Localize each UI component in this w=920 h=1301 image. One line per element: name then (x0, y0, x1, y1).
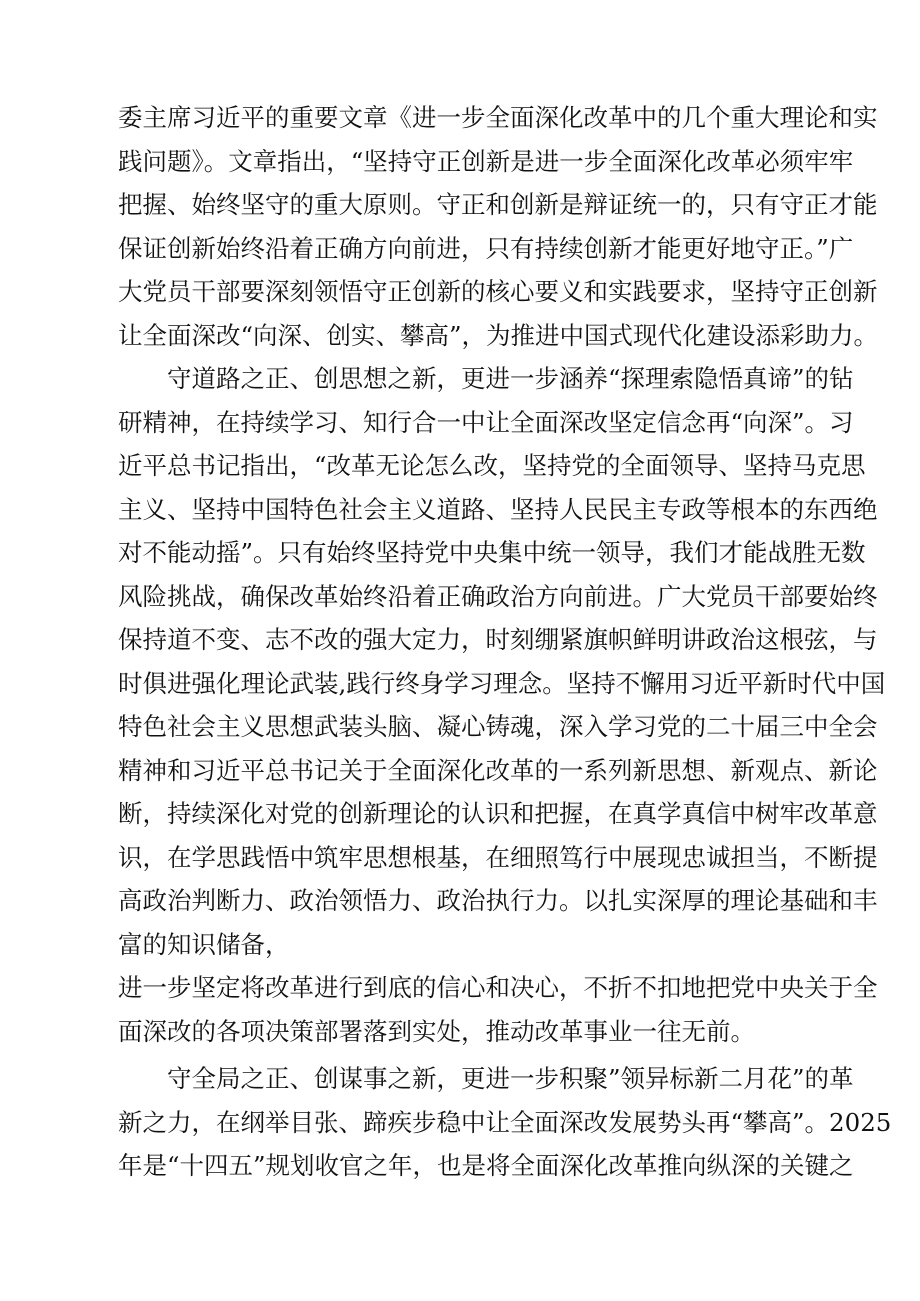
text-line: 新之力，在纲举目张、蹄疾步稳中让全面深改发展势头再“攀高”。2025 (118, 1107, 892, 1137)
text-line: 守道路之正、创思想之新，更进一步涵养“探理索隐悟真谛”的钻 (118, 364, 854, 393)
text-line: 守全局之正、创谋事之新，更进一步积聚”领异标新二月花”的革 (118, 1064, 854, 1093)
text-line: 识，在学思践悟中筑牢思想根基，在细照笃行中展现忠诚担当，不断提 (118, 842, 878, 872)
text-line: 保证创新始终沿着正确方向前进，只有持续创新才能更好地守正。”广 (118, 233, 854, 263)
text-line: 让全面深改“向深、创实、攀高”，为推进中国式现代化建设添彩助力。 (118, 320, 879, 350)
paragraph-overall (118, 1057, 892, 1188)
text-line: 主义、坚持中国特色社会主义道路、坚持人民民主专政等根本的东西绝 (118, 494, 878, 524)
text-line: 风险挑战，确保改革始终沿着正确政治方向前进。广大党员干部要始终 (118, 581, 878, 611)
text-line: 精神和习近平总书记关于全面深化改革的一系列新思想、新观点、新论 (118, 755, 878, 785)
paragraph-intro (118, 96, 879, 357)
paragraph-path (118, 357, 886, 1053)
text-line: 断，持续深化对党的创新理论的认识和把握，在真学真信中树牢改革意 (118, 799, 878, 828)
text-line: 时俱进强化理论武装,践行终身学习理念。坚持不懈用习近平新时代中国 (118, 668, 886, 698)
text-line: 特色社会主义思想武装头脑、凝心铸魂，深入学习党的二十届三中全会 (118, 712, 878, 741)
text-line: 年是“十四五”规划收官之年，也是将全面深化改革推向纵深的关键之 (118, 1151, 854, 1180)
text-line: 高政治判断力、政治领悟力、政治执行力。以扎实深厚的理论基础和丰 (118, 886, 878, 915)
text-line: 委主席习近平的重要文章《进一步全面深化改革中的几个重大理论和实 (118, 103, 878, 132)
text-line: 对不能动摇”。只有始终坚持党中央集中统一领导，我们才能战胜无数 (118, 538, 866, 567)
text-line: 面深改的各项决策部署落到实处，推动改革事业一往无前。 (118, 1016, 755, 1046)
text-line: 把握、始终坚守的重大原则。守正和创新是辩证统一的，只有守正才能 (118, 190, 878, 219)
text-line: 近平总书记指出，“改革无论怎么改，坚持党的全面领导、坚持马克思 (118, 451, 866, 480)
article-body (118, 96, 892, 1188)
text-line: 富的知识储备， (118, 929, 290, 959)
text-line: 保持道不变、志不改的强大定力，时刻绷紧旗帜鲜明讲政治这根弦，与 (118, 625, 878, 654)
text-line: 进一步坚定将改革进行到底的信心和决心，不折不扣地把党中央关于全 (118, 973, 878, 1002)
text-line: 践问题》。文章指出，“坚持守正创新是进一步全面深化改革必须牢牢 (118, 146, 854, 176)
text-line: 研精神，在持续学习、知行合一中让全面深改坚定信念再“向深”。习 (118, 407, 854, 437)
text-line: 大党员干部要深刻领悟守正创新的核心要义和实践要求，坚持守正创新 (118, 277, 878, 306)
